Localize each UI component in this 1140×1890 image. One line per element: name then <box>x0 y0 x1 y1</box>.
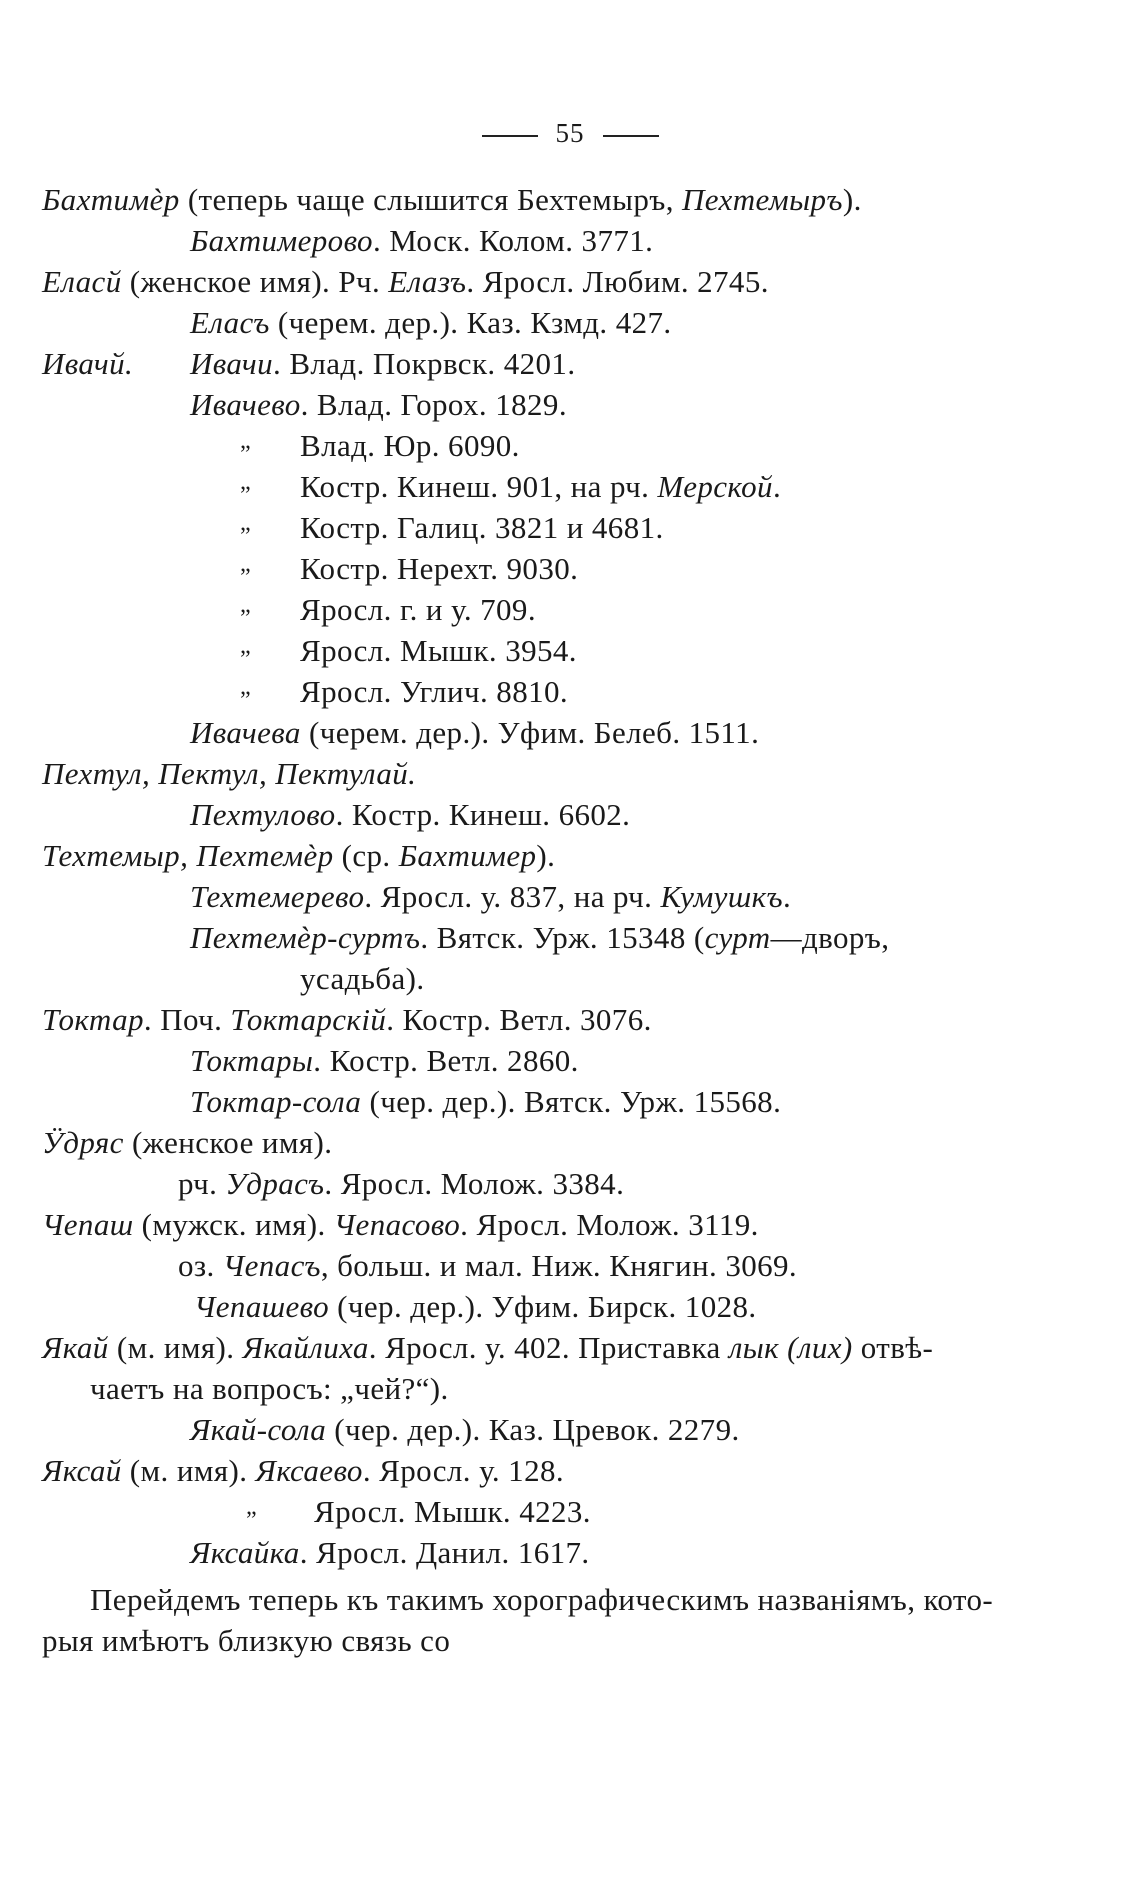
headword: Бахтимѐр <box>42 182 180 217</box>
headword: Еласй <box>42 264 122 299</box>
headword: Ӱдряс <box>42 1125 124 1160</box>
ditto-mark: „ <box>240 551 251 577</box>
headword: Пехтул, Пектул, Пектулай. <box>42 756 417 791</box>
entry-line: Якай-сола (чер. дер.). Каз. Цревок. 2279. <box>190 1412 740 1447</box>
entry-line: Влад. Юр. 6090. <box>300 428 520 463</box>
headword: Ивачй. <box>42 346 134 381</box>
ditto-mark: „ <box>240 592 251 618</box>
entry-line: Костр. Нерехт. 9030. <box>300 551 579 586</box>
entry-line: Техтемерево. Яросл. у. 837, на рч. Кумушкъ. <box>190 879 792 914</box>
right-dash <box>603 135 659 137</box>
entry-line: Пехтулово. Костр. Кинеш. 6602. <box>190 797 631 832</box>
entry-line: Ивачи. Влад. Покрвск. 4201. <box>190 346 576 381</box>
entry-chepash: Чепаш (мужск. имя). Чепасово. Яросл. Молож. 3119. <box>42 1207 759 1242</box>
entry-bakhtimer: Бахтимѐр (теперь чаще слышится Бехтемыръ, Пехтемыръ). <box>42 182 862 217</box>
headword: Чепаш <box>42 1207 134 1242</box>
page-number: 55 <box>0 118 1140 149</box>
entry-line: Яксайка. Яросл. Данил. 1617. <box>190 1535 590 1570</box>
entry-tekhtemyr: Техтемыр, Пехтемѐр (ср. Бахтимер). <box>42 838 556 873</box>
ditto-mark: „ <box>240 469 251 495</box>
entry-line: оз. Чепасъ, больш. и мал. Ниж. Княгин. 3069. <box>178 1248 798 1283</box>
paragraph-line: рыя имѣютъ близкую связь со <box>42 1623 451 1658</box>
left-dash <box>482 135 538 137</box>
ditto-mark: „ <box>240 633 251 659</box>
entry-line: Еласъ (черем. дер.). Каз. Кзмд. 427. <box>190 305 672 340</box>
entry-line: Яросл. Мышк. 3954. <box>300 633 577 668</box>
entry-line: Яросл. Мышк. 4223. <box>314 1494 591 1529</box>
ditto-mark: „ <box>246 1494 257 1520</box>
entry-line: Токтар-сола (чер. дер.). Вятск. Урж. 15568. <box>190 1084 782 1119</box>
entry-line: Ивачево. Влад. Горох. 1829. <box>190 387 567 422</box>
ditto-mark: „ <box>240 428 251 454</box>
entry-elasi: Еласй (женское имя). Рч. Елазъ. Яросл. Любим. 2745. <box>42 264 769 299</box>
entry-line: рч. Удрасъ. Яросл. Молож. 3384. <box>178 1166 625 1201</box>
headword: Техтемыр, Пехтемѐр <box>42 838 334 873</box>
entry-line: Чепашево (чер. дер.). Уфим. Бирск. 1028. <box>194 1289 757 1324</box>
entry-line: Яросл. г. и у. 709. <box>300 592 536 627</box>
entry-ivachi <box>42 344 133 384</box>
entry-pekhtul <box>42 754 416 794</box>
entry-line: Костр. Кинеш. 901, на рч. Мерской. <box>300 469 782 504</box>
ditto-mark: „ <box>240 674 251 700</box>
entry-yakai: Якай (м. имя). Якайлиха. Яросл. у. 402. Приставка лык (лих) отвѣ- <box>42 1330 934 1365</box>
headword: Якай <box>42 1330 109 1365</box>
entry-line: Костр. Галиц. 3821 и 4681. <box>300 510 664 545</box>
paragraph-line: Перейдемъ теперь къ такимъ хорографическимъ названіямъ, кото- <box>90 1582 994 1617</box>
entry-line: Токтары. Костр. Ветл. 2860. <box>190 1043 579 1078</box>
ditto-mark: „ <box>240 510 251 536</box>
entry-line: Ивачева (черем. дер.). Уфим. Белеб. 1511. <box>190 715 760 750</box>
entry-line: чаетъ на вопросъ: „чей?“). <box>90 1371 449 1406</box>
entry-line: усадьба). <box>300 961 425 996</box>
headword: Токтар <box>42 1002 144 1037</box>
entry-line: Пехтемѐр-суртъ. Вятск. Урж. 15348 (сурт—дворъ, <box>190 920 890 955</box>
entry-line: Яросл. Углич. 8810. <box>300 674 569 709</box>
entry-udryas: Ӱдряс (женское имя). <box>42 1125 333 1160</box>
headword: Яксай <box>42 1453 122 1488</box>
entry-yaksai: Яксай (м. имя). Яксаево. Яросл. у. 128. <box>42 1453 565 1488</box>
entry-line: Бахтимерово. Моск. Колом. 3771. <box>190 223 654 258</box>
entry-toktar: Токтар. Поч. Токтарскій. Костр. Ветл. 3076. <box>42 1002 652 1037</box>
